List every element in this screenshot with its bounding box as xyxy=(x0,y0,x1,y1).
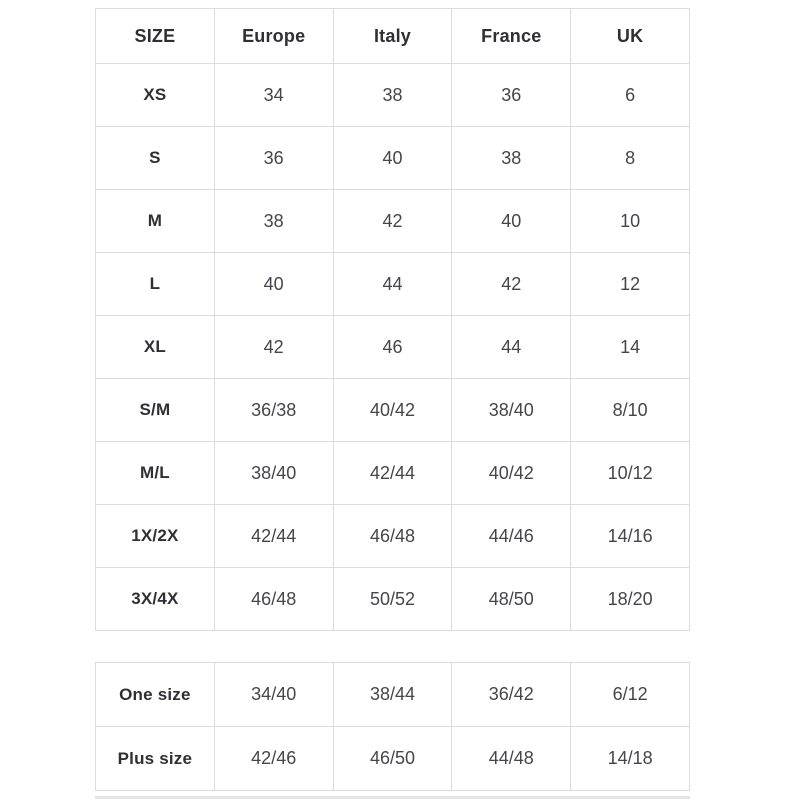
table-cell: 18/20 xyxy=(571,568,690,631)
table-row-l xyxy=(96,253,690,316)
table-cell: 38 xyxy=(333,64,452,127)
row-label: S/M xyxy=(96,379,215,442)
table-row-m xyxy=(96,190,690,253)
row-label: M xyxy=(96,190,215,253)
table-cell: 46/48 xyxy=(214,568,333,631)
table-cell: 42 xyxy=(452,253,571,316)
size-conversion-page xyxy=(95,8,690,799)
table-cell: 44 xyxy=(333,253,452,316)
table-cell: 14/16 xyxy=(571,505,690,568)
table-cell: 14/18 xyxy=(571,727,690,791)
header-row xyxy=(96,9,690,64)
table-cell: 36/38 xyxy=(214,379,333,442)
table-row-s xyxy=(96,127,690,190)
table-cell: 10 xyxy=(571,190,690,253)
row-label: L xyxy=(96,253,215,316)
table-row-3x4x xyxy=(96,568,690,631)
table-cell: 48/50 xyxy=(452,568,571,631)
table-cell: 6/12 xyxy=(571,663,690,727)
row-label: 3X/4X xyxy=(96,568,215,631)
column-header-uk: UK xyxy=(571,9,690,64)
table-row-1x2x xyxy=(96,505,690,568)
table-cell: 36 xyxy=(452,64,571,127)
table-cell: 38 xyxy=(452,127,571,190)
column-header-italy: Italy xyxy=(333,9,452,64)
table-cell: 10/12 xyxy=(571,442,690,505)
row-label: M/L xyxy=(96,442,215,505)
row-label: S xyxy=(96,127,215,190)
special-sizes-table xyxy=(95,662,690,791)
table-cell: 40 xyxy=(214,253,333,316)
table-cell: 38 xyxy=(214,190,333,253)
column-header-france: France xyxy=(452,9,571,64)
table-cell: 42 xyxy=(214,316,333,379)
table-row-ml xyxy=(96,442,690,505)
table-cell: 46/50 xyxy=(333,727,452,791)
table-cell: 42/46 xyxy=(214,727,333,791)
table-cell: 44 xyxy=(452,316,571,379)
table-cell: 40 xyxy=(333,127,452,190)
table-cell: 46/48 xyxy=(333,505,452,568)
table-cell: 36/42 xyxy=(452,663,571,727)
table-cell: 38/40 xyxy=(214,442,333,505)
table-row-xl xyxy=(96,316,690,379)
table-row-sm xyxy=(96,379,690,442)
table-cell: 44/48 xyxy=(452,727,571,791)
row-label: XS xyxy=(96,64,215,127)
table-cell: 6 xyxy=(571,64,690,127)
row-label: One size xyxy=(96,663,215,727)
table-cell: 12 xyxy=(571,253,690,316)
table-cell: 42 xyxy=(333,190,452,253)
table-cell: 42/44 xyxy=(333,442,452,505)
table-cell: 44/46 xyxy=(452,505,571,568)
row-label: Plus size xyxy=(96,727,215,791)
table-cell: 46 xyxy=(333,316,452,379)
table-cell: 14 xyxy=(571,316,690,379)
table-row-xs xyxy=(96,64,690,127)
table-cell: 34/40 xyxy=(214,663,333,727)
table-cell: 36 xyxy=(214,127,333,190)
row-label: XL xyxy=(96,316,215,379)
row-label: 1X/2X xyxy=(96,505,215,568)
table-cell: 38/44 xyxy=(333,663,452,727)
table-cell: 34 xyxy=(214,64,333,127)
table-row-one-size xyxy=(96,663,690,727)
table-cell: 50/52 xyxy=(333,568,452,631)
table-cell: 8/10 xyxy=(571,379,690,442)
table-cell: 40/42 xyxy=(333,379,452,442)
table-cell: 40/42 xyxy=(452,442,571,505)
column-header-size: SIZE xyxy=(96,9,215,64)
column-header-europe: Europe xyxy=(214,9,333,64)
cropped-next-element-edge xyxy=(95,796,690,799)
size-conversion-table xyxy=(95,8,690,631)
table-cell: 40 xyxy=(452,190,571,253)
table-cell: 42/44 xyxy=(214,505,333,568)
table-cell: 38/40 xyxy=(452,379,571,442)
table-row-plus-size xyxy=(96,727,690,791)
table-cell: 8 xyxy=(571,127,690,190)
